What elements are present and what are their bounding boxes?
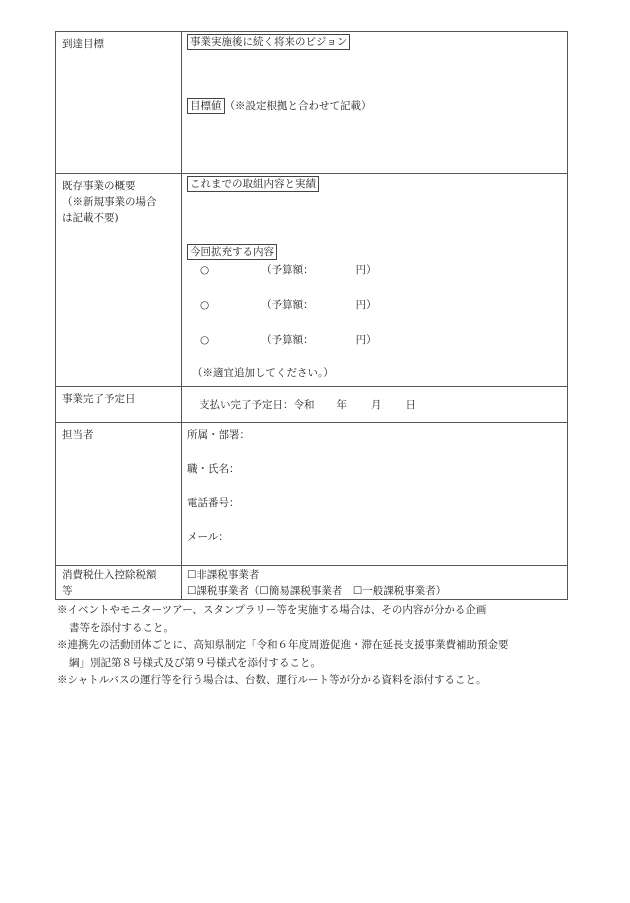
tax-option-exempt[interactable]: ☐非課税事業者 (187, 569, 260, 581)
email-field: メール： (187, 531, 229, 543)
circle-marker: ○ (200, 334, 210, 346)
contact-content (182, 423, 568, 566)
circle-marker: ○ (200, 299, 210, 311)
target-label: 到達目標 (56, 32, 182, 174)
budget-unit: 円） (355, 264, 377, 276)
tax-row (56, 566, 568, 600)
expansion-heading: 今回拡充する内容 (187, 244, 277, 260)
budget-unit: 円） (355, 334, 377, 346)
existing-row (56, 174, 568, 387)
day-unit: 日 (405, 399, 416, 411)
completion-text: 支払い完了予定日：令和 (199, 399, 315, 411)
vision-heading: 事業実施後に続く将来のビジョン (187, 34, 350, 50)
expansion-item (187, 332, 562, 348)
notes-section (57, 602, 587, 690)
tax-label-line: 消費税仕入控除税額 (62, 569, 157, 581)
application-form-table (55, 31, 568, 600)
add-note-text: （※適宜追加してください。） (192, 367, 334, 379)
existing-content (182, 174, 568, 387)
tax-option-taxable[interactable]: ☐課税事業者（☐簡易課税事業者 ☐一般課税事業者） (187, 585, 447, 597)
month-unit: 月 (371, 399, 382, 411)
tax-content (182, 566, 568, 600)
contact-label: 担当者 (56, 423, 182, 566)
existing-label-line: （※新規事業の場合 (62, 196, 157, 208)
phone-field: 電話番号： (187, 497, 240, 509)
completion-row (56, 387, 568, 423)
budget-label: （予算額： (261, 299, 314, 311)
expansion-item (187, 262, 562, 278)
budget-unit: 円） (355, 299, 377, 311)
budget-label: （予算額： (261, 334, 314, 346)
value-note: （※設定根拠と合わせて記載） (224, 100, 372, 112)
tax-label (56, 566, 182, 600)
note-line: ※イベントやモニターツアー、スタンプラリー等を実施する場合は、その内容が分かる企画 (57, 604, 487, 616)
existing-label-line: は記載不要) (62, 212, 119, 224)
existing-label (56, 174, 182, 387)
position-name-field: 職・氏名： (187, 463, 240, 475)
target-content (182, 32, 568, 174)
contact-row (56, 423, 568, 566)
note-line: 綱」別記第８号様式及び第９号様式を添付すること。 (69, 656, 321, 669)
existing-label-line: 既存事業の概要 (62, 180, 136, 192)
note-line: ※連携先の活動団体ごとに、高知県制定「令和６年度周遊促進・滞在延長支援事業費補助預金要 (57, 639, 509, 651)
add-note (187, 365, 562, 381)
year-unit: 年 (336, 399, 347, 411)
note-line: 書等を添付すること。 (69, 621, 174, 634)
expansion-item (187, 297, 562, 313)
completion-content (182, 387, 568, 423)
department-field: 所属・部署： (187, 429, 250, 441)
budget-label: （予算額： (261, 264, 314, 276)
completion-date-line (187, 397, 562, 413)
past-heading: これまでの取組内容と実績 (187, 176, 319, 192)
note-line: ※シャトルバスの運行等を行う場合は、台数、運行ルート等が分かる資料を添付すること。 (57, 674, 487, 686)
target-row (56, 32, 568, 174)
value-heading: 目標値 (187, 98, 225, 114)
circle-marker: ○ (200, 264, 210, 276)
tax-label-line: 等 (62, 585, 73, 597)
completion-label: 事業完了予定日 (56, 387, 182, 423)
